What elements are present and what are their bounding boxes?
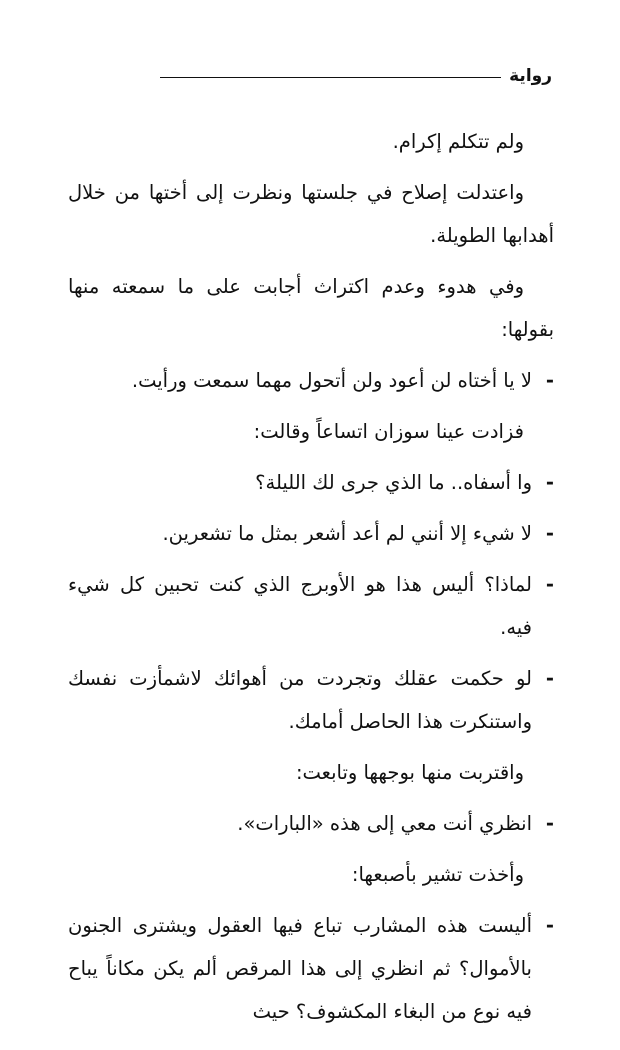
page-body	[68, 120, 554, 1041]
dialogue-dash: -	[545, 369, 554, 392]
paragraph-text: ولم تتكلم إكرام.	[392, 130, 524, 153]
dialogue-text: انظري أنت معي إلى هذه «البارات».	[237, 812, 532, 835]
paragraph	[68, 853, 554, 896]
paragraph	[68, 120, 554, 163]
running-header	[160, 62, 552, 90]
dialogue-text: لا شيء إلا أنني لم أعد أشعر بمثل ما تشعرين.	[162, 522, 532, 545]
dialogue-dash: -	[545, 914, 554, 937]
dialogue-text: وا أسفاه.. ما الذي جرى لك الليلة؟	[255, 471, 532, 494]
dialogue-line	[68, 802, 554, 845]
paragraph-text: واقتربت منها بوجهها وتابعت:	[295, 761, 524, 784]
paragraph-text: وأخذت تشير بأصبعها:	[351, 863, 524, 886]
dialogue-text: لا يا أختاه لن أعود ولن أتحول مهما سمعت ورأيت.	[131, 369, 532, 392]
paragraph-text: واعتدلت إصلاح في جلستها ونظرت إلى أختها من خلال أهدابها الطويلة.	[68, 181, 554, 247]
paragraph	[68, 751, 554, 794]
header-title: رواية	[509, 66, 552, 86]
dialogue-line	[68, 512, 554, 555]
paragraph-text: وفي هدوء وعدم اكتراث أجابت على ما سمعته منها بقولها:	[68, 275, 554, 341]
header-rule	[160, 77, 501, 78]
dialogue-dash: -	[545, 471, 554, 494]
dialogue-text: لو حكمت عقلك وتجردت من أهوائك لاشمأزت نفسك واستنكرت هذا الحاصل أمامك.	[68, 667, 532, 733]
paragraph-text: فزادت عينا سوزان اتساعاً وقالت:	[253, 420, 524, 443]
dialogue-line	[68, 461, 554, 504]
dialogue-dash: -	[545, 812, 554, 835]
paragraph	[68, 410, 554, 453]
paragraph	[68, 265, 554, 351]
paragraph	[68, 171, 554, 257]
dialogue-line	[68, 904, 554, 1033]
dialogue-line	[68, 563, 554, 649]
dialogue-dash: -	[545, 522, 554, 545]
dialogue-dash: -	[545, 573, 554, 596]
dialogue-text: لماذا؟ أليس هذا هو الأوبرج الذي كنت تحبين كل شيء فيه.	[68, 573, 532, 639]
dialogue-text: أليست هذه المشارب تباع فيها العقول ويشترى الجنون بالأموال؟ ثم انظري إلى هذا المرقص ألم يكن مكاناً يباح فيه نوع من البغاء المكشوف؟ حيث	[68, 914, 532, 1023]
dialogue-dash: -	[545, 667, 554, 690]
dialogue-line	[68, 657, 554, 743]
dialogue-line	[68, 359, 554, 402]
